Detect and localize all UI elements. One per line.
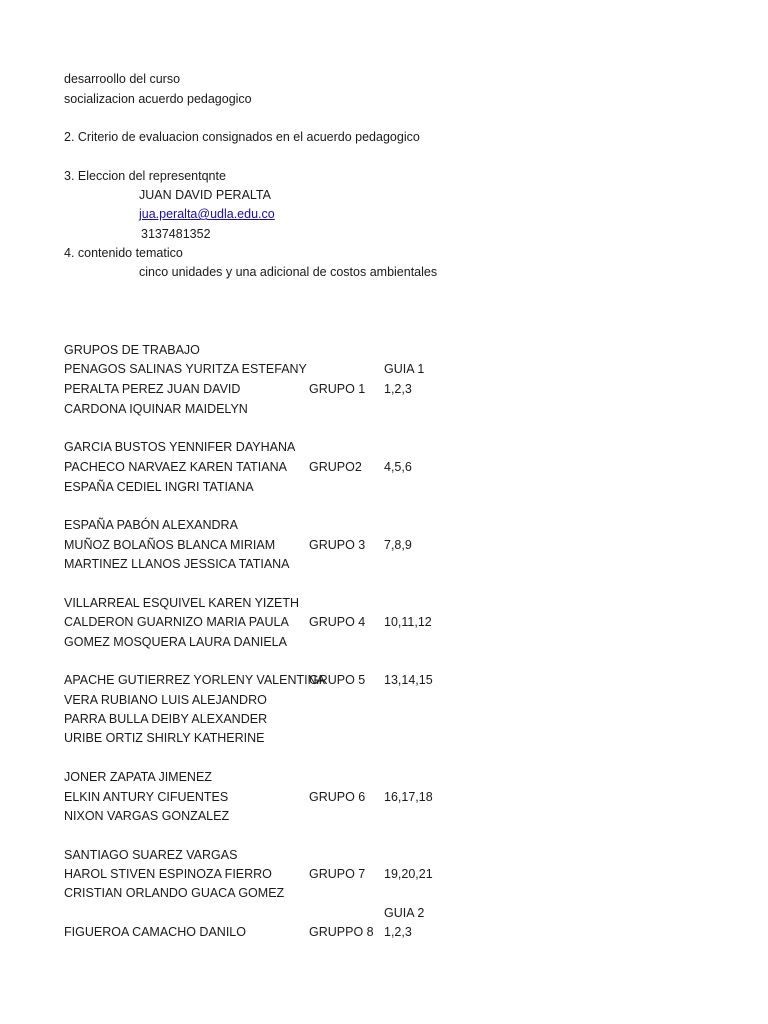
group-guides: 10,11,12 — [384, 615, 432, 629]
group-member: NIXON VARGAS GONZALEZ — [64, 809, 230, 823]
group-guides: 1,2,3 — [384, 925, 412, 939]
group-label: GRUPO2 — [309, 460, 362, 474]
group-guides: 7,8,9 — [384, 538, 412, 552]
group-member: GOMEZ MOSQUERA LAURA DANIELA — [64, 635, 287, 649]
group-guides: 1,2,3 — [384, 382, 412, 396]
thematic-content-item: 4. contenido tematico — [64, 246, 183, 260]
group-member: CRISTIAN ORLANDO GUACA GOMEZ — [64, 886, 285, 900]
agreement-socialization-line: socializacion acuerdo pedagogico — [64, 92, 252, 106]
group-member: GARCIA BUSTOS YENNIFER DAYHANA — [64, 440, 296, 454]
group-guides: 16,17,18 — [384, 790, 433, 804]
thematic-content-detail: cinco unidades y una adicional de costos ambientales — [139, 265, 438, 279]
group-label: GRUPPO 8 — [309, 925, 374, 939]
evaluation-criteria-item: 2. Criterio de evaluacion consignados en el acuerdo pedagogico — [64, 130, 420, 144]
group-member: PACHECO NARVAEZ KAREN TATIANA — [64, 460, 287, 474]
group-member: URIBE ORTIZ SHIRLY KATHERINE — [64, 731, 265, 745]
group-label: GRUPO 6 — [309, 790, 366, 804]
group-member: MARTINEZ LLANOS JESSICA TATIANA — [64, 557, 290, 571]
guia-2-label: GUIA 2 — [384, 906, 425, 920]
group-member: CARDONA IQUINAR MAIDELYN — [64, 402, 248, 416]
group-member: VILLARREAL ESQUIVEL KAREN YIZETH — [64, 596, 300, 610]
group-member: HAROL STIVEN ESPINOZA FIERRO — [64, 867, 272, 881]
representative-email-link[interactable]: jua.peralta@udla.edu.co — [139, 207, 275, 221]
group-member: MUÑOZ BOLAÑOS BLANCA MIRIAM — [64, 538, 276, 552]
group-label: GRUPO 4 — [309, 615, 366, 629]
group-member: PENAGOS SALINAS YURITZA ESTEFANY — [64, 362, 307, 376]
group-member: SANTIAGO SUAREZ VARGAS — [64, 848, 238, 862]
group-label: GRUPO 7 — [309, 867, 366, 881]
group-member: PARRA BULLA DEIBY ALEXANDER — [64, 712, 268, 726]
groups-heading: GRUPOS DE TRABAJO — [64, 343, 200, 357]
group-member: JONER ZAPATA JIMENEZ — [64, 770, 212, 784]
group-member: VERA RUBIANO LUIS ALEJANDRO — [64, 693, 267, 707]
group-label: GRUPO 3 — [309, 538, 366, 552]
group-member: FIGUEROA CAMACHO DANILO — [64, 925, 246, 939]
group-guides: 13,14,15 — [384, 673, 433, 687]
group-guides: 4,5,6 — [384, 460, 412, 474]
group-member: APACHE GUTIERREZ YORLENY VALENTINA — [64, 673, 325, 687]
representative-phone: 3137481352 — [141, 227, 211, 241]
guia-1-label: GUIA 1 — [384, 362, 425, 376]
representative-name: JUAN DAVID PERALTA — [139, 188, 271, 202]
group-member: ESPAÑA PABÓN ALEXANDRA — [64, 518, 238, 532]
group-member: ELKIN ANTURY CIFUENTES — [64, 790, 229, 804]
group-label: GRUPO 5 — [309, 673, 366, 687]
group-member: PERALTA PEREZ JUAN DAVID — [64, 382, 241, 396]
group-member: CALDERON GUARNIZO MARIA PAULA — [64, 615, 289, 629]
group-label: GRUPO 1 — [309, 382, 366, 396]
group-guides: 19,20,21 — [384, 867, 433, 881]
representative-election-item: 3. Eleccion del representqnte — [64, 169, 226, 183]
group-member: ESPAÑA CEDIEL INGRI TATIANA — [64, 480, 254, 494]
course-development-line: desarroollo del curso — [64, 72, 181, 86]
